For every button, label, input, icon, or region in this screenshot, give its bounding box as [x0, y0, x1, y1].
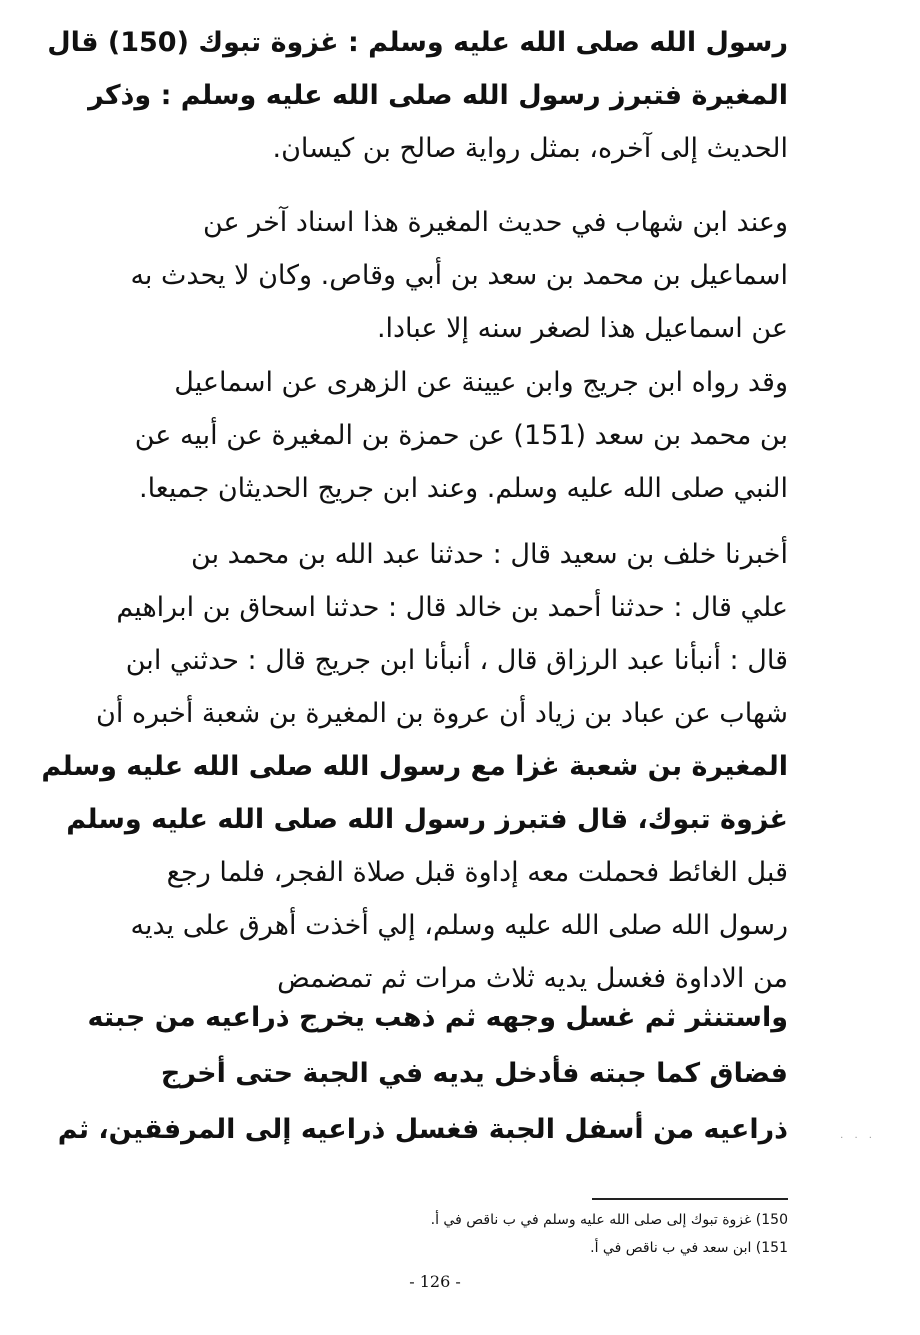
footnote-151: 151) ابن سعد في ب ناقص في أ.: [590, 1240, 788, 1256]
paragraph-4: [41, 528, 788, 1005]
paragraph-1: [47, 16, 788, 175]
text-line: رسول الله صلى الله عليه وسلم : غزوة تبوك (150) قال: [47, 27, 788, 58]
text-line: فضاق كما جبته فأدخل يديه في الجبة حتى أخرج: [160, 1058, 788, 1089]
text-line: قال : أنبأنا عبد الرزاق قال ، أنبأنا ابن جريج قال : حدثني ابن: [125, 645, 788, 676]
text-line: رسول الله صلى الله عليه وسلم، إلي أخذت أهرق على يديه: [130, 910, 788, 941]
text-line: شهاب عن عباد بن زياد أن عروة بن المغيرة بن شعبة أخبره أن: [96, 698, 788, 729]
text-line: قبل الغائط فحملت معه إداوة قبل صلاة الفجر، فلما رجع: [166, 857, 788, 888]
text-line: وقد رواه ابن جريج وابن عيينة عن الزهرى عن اسماعيل: [174, 367, 788, 398]
text-line: من الاداوة فغسل يديه ثلاث مرات ثم تمضمض: [277, 963, 788, 994]
page-number: - 126 -: [409, 1272, 461, 1291]
text-line: اسماعيل بن محمد بن سعد بن أبي وقاص. وكان لا يحدث به: [130, 260, 788, 291]
text-line: الحديث إلى آخره، بمثل رواية صالح بن كيسان.: [272, 133, 788, 164]
text-line: المغيرة بن شعبة غزا مع رسول الله صلى الله عليه وسلم: [41, 751, 788, 782]
text-line: واستنثر ثم غسل وجهه ثم ذهب يخرج ذراعيه من جبته: [87, 1002, 788, 1033]
text-line: علي قال : حدثنا أحمد بن خالد قال : حدثنا اسحاق بن ابراهيم: [116, 592, 788, 623]
footnote-divider: [592, 1198, 788, 1200]
text-line: بن محمد بن سعد (151) عن حمزة بن المغيرة عن أبيه عن: [134, 420, 788, 451]
footnote-150: 150) غزوة تبوك إلى صلى الله عليه وسلم في ب ناقص في أ.: [430, 1212, 788, 1228]
text-line: ذراعيه من أسفل الجبة فغسل ذراعيه إلى المرفقين، ثم: [57, 1114, 788, 1145]
text-line: غزوة تبوك، قال فتبرز رسول الله صلى الله عليه وسلم: [66, 804, 788, 835]
text-line: عن اسماعيل هذا لصغر سنه إلا عبادا.: [376, 313, 788, 344]
text-line: وعند ابن شهاب في حديث المغيرة هذا اسناد آخر عن: [202, 207, 788, 238]
text-line: أخبرنا خلف بن سعيد قال : حدثنا عبد الله بن محمد بن: [191, 539, 788, 570]
paragraph-5: [57, 990, 788, 1158]
text-line: النبي صلى الله عليه وسلم. وعند ابن جريج الحديثان جميعا.: [138, 473, 788, 504]
paragraph-3: [108, 356, 788, 515]
text-line: المغيرة فتبرز رسول الله صلى الله عليه وسلم : وذكر: [88, 80, 788, 111]
margin-marks: . . .: [840, 1130, 876, 1141]
footnotes: [288, 1206, 788, 1262]
paragraph-2: [108, 196, 788, 355]
